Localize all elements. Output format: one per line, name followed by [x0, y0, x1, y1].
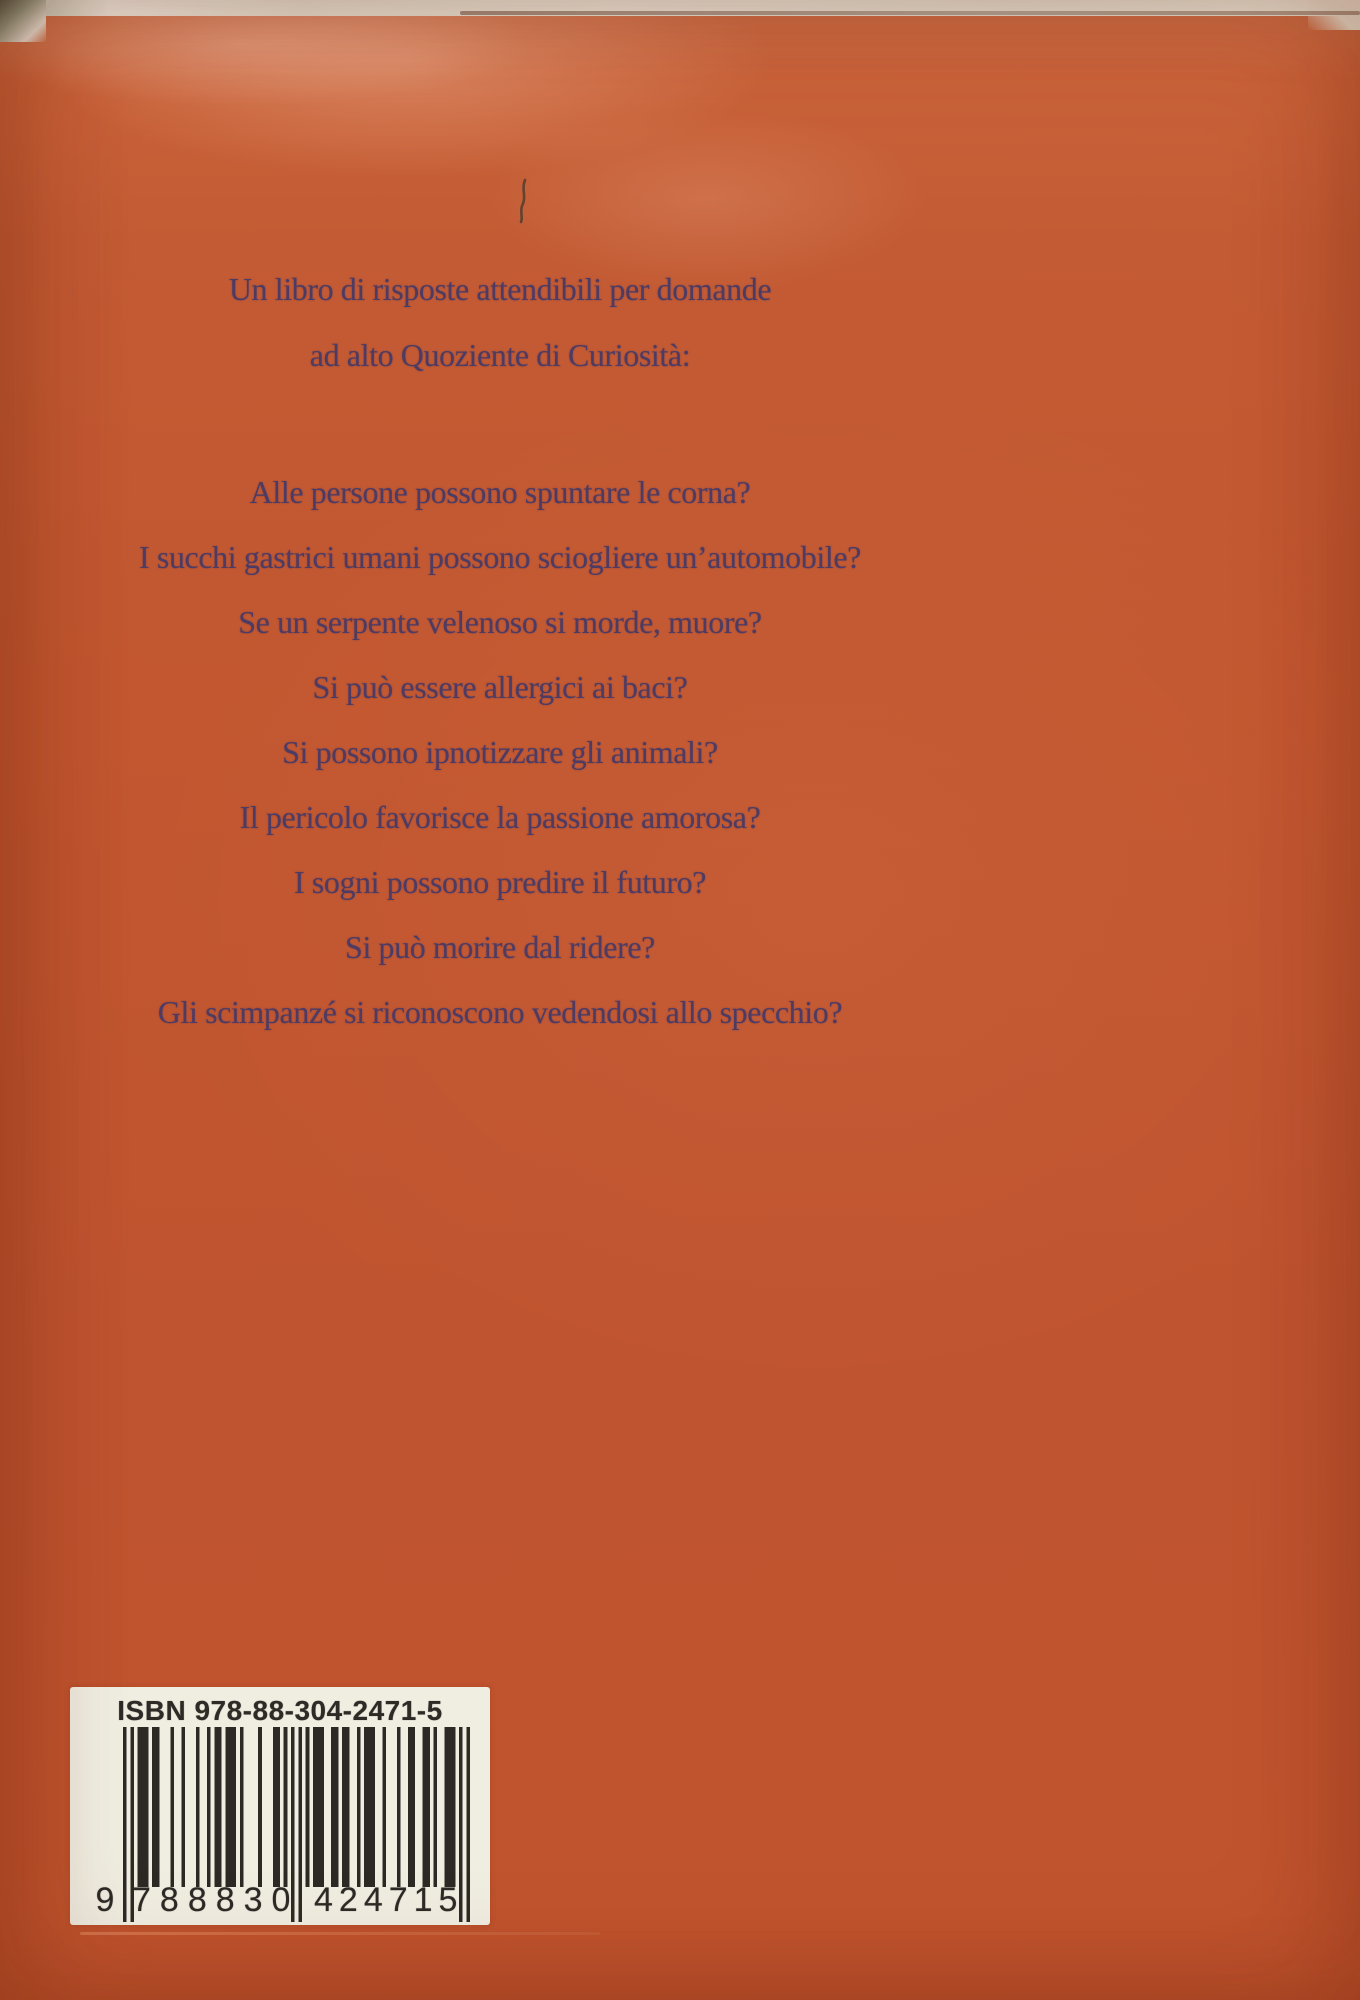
barcode-digit-first: 9: [95, 1881, 115, 1919]
scratch-mark: [514, 178, 534, 224]
barcode-digits-right-group: 424715: [314, 1881, 464, 1919]
book-bottom-edge-highlight: [80, 1932, 600, 1935]
barcode-panel: [70, 1687, 490, 1925]
intro-text: [95, 256, 905, 388]
question-line: I succhi gastrici umani possono sciogliere un’automobile?: [139, 539, 861, 575]
intro-line: ad alto Quoziente di Curiosità:: [309, 337, 691, 373]
barcode-digits: [70, 1883, 490, 1917]
question-line: Se un serpente velenoso si morde, muore?: [238, 604, 762, 640]
questions-list: [95, 460, 905, 1045]
question-line: Alle persone possono spuntare le corna?: [249, 474, 751, 510]
photo-top-right-corner: [1308, 0, 1360, 30]
intro-line: Un libro di risposte attendibili per domande: [228, 271, 772, 307]
question-line: Si può essere allergici ai baci?: [312, 669, 688, 705]
flash-highlight: [0, 14, 640, 164]
question-line: Si può morire dal ridere?: [345, 929, 655, 965]
isbn-label: ISBN 978-88-304-2471-5: [117, 1695, 443, 1726]
question-line: Gli scimpanzé si riconoscono vedendosi allo specchio?: [157, 994, 843, 1030]
barcode-digits-left-group: 788830: [132, 1881, 300, 1919]
question-line: Si possono ipnotizzare gli animali?: [282, 734, 718, 770]
question-line: Il pericolo favorisce la passione amorosa?: [239, 799, 761, 835]
question-line: I sogni possono predire il futuro?: [293, 864, 707, 900]
